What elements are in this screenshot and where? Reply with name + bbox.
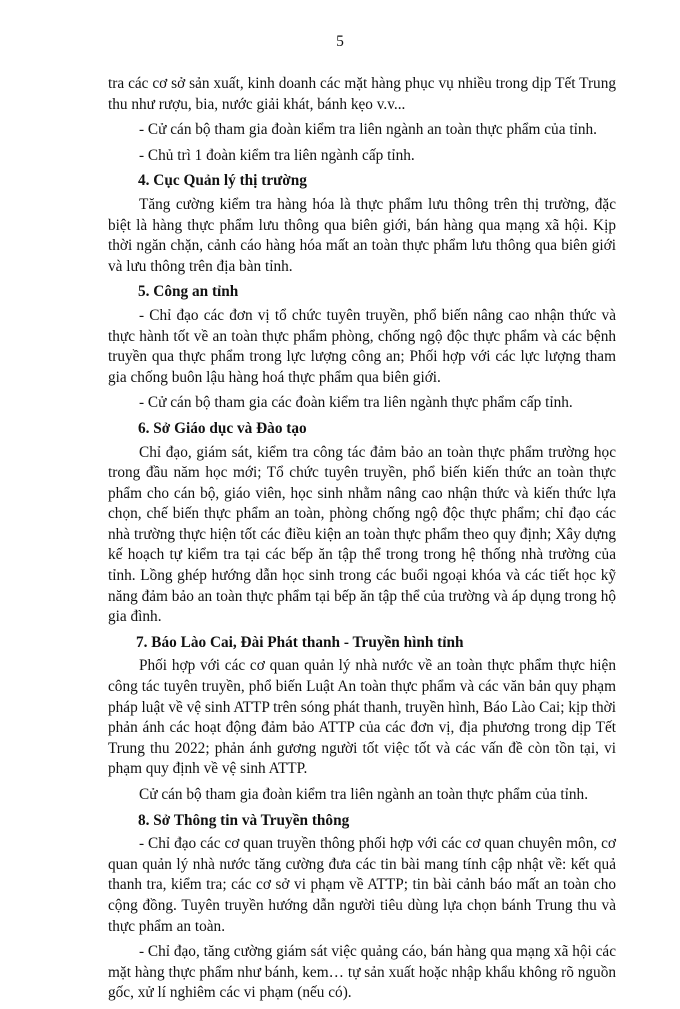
section-5-paragraph: - Cử cán bộ tham gia các đoàn kiểm tra liên ngành thực phẩm cấp tỉnh. xyxy=(139,394,573,412)
intro-bullet: - Cử cán bộ tham gia đoàn kiểm tra liên ngành an toàn thực phẩm của tỉnh. xyxy=(139,121,597,139)
section-4-paragraph: Tăng cường kiểm tra hàng hóa là thực phẩm lưu thông trên thị trường, đặc biệt là hàng thực phẩm lưu thông qua biên giới, bán hàng qua mạng xã hội. Kịp thời ngăn chặn, cảnh cáo hàng hóa mất an toàn thực phẩm lưu thông qua biên giới và lưu thông trên địa bàn tỉnh. xyxy=(108,195,616,275)
section-heading-4: 4. Cục Quản lý thị trường xyxy=(138,172,307,190)
document-body xyxy=(108,74,616,1009)
section-heading-6: 6. Sở Giáo dục và Đào tạo xyxy=(138,419,307,437)
section-8-paragraph: - Chỉ đạo, tăng cường giám sát việc quảng cáo, bán hàng qua mạng xã hội các mặt hàng thực phẩm như bánh, kem… tự sản xuất hoặc nhập khẩu không rõ nguồn gốc, xử lí nghiêm các vi phạm (nếu có). xyxy=(108,943,616,1002)
page-number: 5 xyxy=(336,33,344,50)
section-heading-7: 7. Báo Lào Cai, Đài Phát thanh - Truyền hình tỉnh xyxy=(136,633,464,651)
section-5-paragraph: - Chỉ đạo các đơn vị tổ chức tuyên truyền, phổ biến nâng cao nhận thức và thực hành tốt về an toàn thực phẩm phòng, chống ngộ độc thực phẩm và các bệnh truyền qua thực phẩm trong lực lượng công an; Phối hợp với các lực lượng tham gia chống buôn lậu hàng hoá thực phẩm qua biên giới. xyxy=(108,306,616,386)
section-7-paragraph: Cử cán bộ tham gia đoàn kiểm tra liên ngành an toàn thực phẩm của tỉnh. xyxy=(139,786,589,803)
intro-continuation: tra các cơ sở sản xuất, kinh doanh các mặt hàng phục vụ nhiều trong dịp Tết Trung thu như rượu, bia, nước giải khát, bánh kẹo v.v... xyxy=(108,75,616,113)
section-7-paragraph: Phối hợp với các cơ quan quản lý nhà nước về an toàn thực phẩm thực hiện công tác tuyên truyền, phổ biến Luật An toàn thực phẩm và các văn bản quy phạm pháp luật về vệ sinh ATTP trên sóng phát thanh, truyền hình, Báo Lào Cai; kịp thời phản ánh các hoạt động đảm bảo ATTP của các đơn vị, địa phương trong dịp Tết Trung thu 2022; phản ánh gương người tốt việc tốt và các vấn đề còn tồn tại, vi phạm quy định về vệ sinh ATTP. xyxy=(108,657,616,778)
section-heading-5: 5. Công an tỉnh xyxy=(138,283,239,301)
section-6-paragraph: Chỉ đạo, giám sát, kiểm tra công tác đảm bảo an toàn thực phẩm trường học trong đầu năm học mới; Tổ chức tuyên truyền, phổ biến kiến thức an toàn thực phẩm cho cán bộ, giáo viên, học sinh nhằm nâng cao nhận thức và kiến thức lựa chọn, chế biến thực phẩm an toàn, phòng chống ngộ độc thực phẩm; chỉ đạo các nhà trường thực hiện tốt các điều kiện an toàn thực phẩm theo quy định; Xây dựng kế hoạch tự kiểm tra tại các bếp ăn tập thể trong trong hệ thống nhà trường của tỉnh. Lồng ghép hướng dẫn học sinh trong các buổi ngoại khóa và các tiết học kỹ năng đảm bảo an toàn thực phẩm tại bếp ăn tập thể của trường và áp dụng trong hộ gia đình. xyxy=(108,443,616,626)
intro-bullet: - Chủ trì 1 đoàn kiểm tra liên ngành cấp tỉnh. xyxy=(139,146,415,164)
section-heading-8: 8. Sở Thông tin và Truyền thông xyxy=(138,811,350,829)
section-8-paragraph: - Chỉ đạo các cơ quan truyền thông phối hợp với các cơ quan chuyên môn, cơ quan quản lý nhà nước tăng cường đưa các tin bài mang tính cập nhật về: kết quả thanh tra, kiểm tra; các cơ sở vi phạm về ATTP; tin bài cảnh báo mất an toàn cho cộng đồng. Tuyên truyền hướng dẫn người tiêu dùng lựa chọn bánh Trung thu và thực phẩm an toàn. xyxy=(108,835,616,935)
